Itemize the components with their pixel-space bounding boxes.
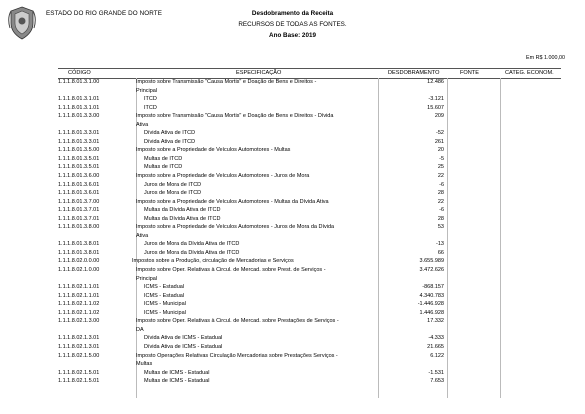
report-subtitle: RECURSOS DE TODAS AS FONTES. [238,21,347,28]
row-specification: Multas [136,361,153,368]
table-row [58,377,561,386]
row-code: 1.1.1.8.01.3.5.01 [58,155,100,162]
row-value: 22 [437,173,444,180]
table-row [58,129,561,138]
row-code: 1.1.1.8.01.3.3.01 [58,130,100,137]
row-value: -6 [439,207,444,214]
row-code: 1.1.1.8.01.3.1.00 [58,79,100,85]
table-row [58,163,561,172]
table-row [58,138,561,147]
row-code: 1.1.1.8.02.1.1.01 [58,292,100,299]
row-specification: ICMS - Estadual [144,292,185,299]
table-row [58,334,561,343]
row-value: -5 [439,155,444,162]
table-row [58,78,561,87]
row-code: 1.1.1.8.02.1.3.00 [58,318,100,325]
row-code: 1.1.1.8.01.3.8.01 [58,249,100,256]
row-value: 261 [434,138,444,145]
table-row [58,275,561,284]
col-fonte-header: FONTE [460,70,479,76]
table-row [58,121,561,130]
row-specification: Juros de Mora de ITCD [144,190,202,197]
row-specification: ICMS - Estadual [144,284,185,291]
table-row [58,232,561,241]
col-desd-header: DESDOBRAMENTO [388,70,440,76]
row-specification: Principal [136,87,158,94]
table-row [58,369,561,378]
table-row [58,352,561,361]
row-code: 1.1.1.8.01.3.6.01 [58,190,100,197]
row-specification: Ativa [136,232,149,239]
row-specification: Dívida Ativa de ICMS - Estadual [144,335,223,342]
row-specification: ICMS - Municipal [144,301,186,308]
unit-label: Em R$ 1.000,00 [526,55,565,61]
table-row [58,249,561,258]
table-row [58,181,561,190]
row-value: 7.653 [430,378,444,385]
row-specification: Juros de Mora da Dívida Ativa de ITCD [144,241,240,248]
table-row [58,155,561,164]
table-row [58,95,561,104]
row-value: 15.607 [427,104,444,111]
row-specification: Dívida Ativa de ITCD [144,130,196,137]
row-value: -1.446.928 [417,301,444,308]
row-specification: Imposto sobre Transmissão "Causa Mortis" e Doação de Bens e Direitos - [136,79,317,85]
row-specification: DA [136,326,144,333]
table-row [58,172,561,181]
col-code-header: CÓDIGO [68,70,91,76]
table-row [58,360,561,369]
row-value: 17.332 [427,318,444,325]
table-row [58,309,561,318]
row-code: 1.1.1.8.01.3.3.00 [58,113,100,120]
table-row [58,292,561,301]
row-value: 6.122 [430,352,444,359]
row-value: 209 [434,113,444,120]
table-row [58,343,561,352]
row-specification: Imposto sobre a Propriedade de Veículos Automotores - Juros de Mora da Dívida [136,224,335,231]
table-row [58,266,561,275]
row-specification: Impostos sobre a Produção, circulação de Mercadorias e Serviços [132,258,294,265]
row-value: 25 [437,164,444,171]
row-specification: Multas de ITCD [144,155,183,162]
table-row [58,223,561,232]
row-code: 1.1.1.8.01.3.1.01 [58,96,100,103]
table-row [58,215,561,224]
row-value: 3.472.626 [419,267,444,274]
row-value: 3.655.989 [419,258,444,265]
row-code: 1.1.1.8.01.3.7.01 [58,207,100,214]
row-specification: Imposto sobre a Propriedade de Veículos Automotores - Multas da Dívida Ativa [136,198,329,205]
table-row [58,326,561,335]
row-value: -52 [436,130,444,137]
row-value: 53 [437,224,444,231]
table-row [58,87,561,96]
table-row [58,317,561,326]
row-specification: Dívida Ativa de ICMS - Estadual [144,343,223,350]
table-row [58,300,561,309]
row-specification: Juros de Mora de ITCD [144,181,202,188]
row-code: 1.1.1.8.01.3.1.01 [58,104,100,111]
revenue-table [58,78,561,386]
row-code: 1.1.1.8.02.1.0.00 [58,267,100,274]
row-code: 1.1.1.8.02.1.5.01 [58,369,100,376]
row-code: 1.1.1.8.02.1.5.01 [58,378,100,385]
row-code: 1.1.1.8.02.1.1.02 [58,309,100,316]
row-specification: ITCD [144,96,157,103]
row-specification: ICMS - Municipal [144,309,186,316]
row-code: 1.1.1.8.02.0.0.00 [58,258,100,265]
row-value: 20 [437,147,444,154]
row-specification: Imposto Operações Relativas Circulação Mercadorias sobre Prestações Serviços - [136,352,338,359]
table-row [58,257,561,266]
row-value: 22 [437,198,444,205]
row-specification: Multas de ICMS - Estadual [144,369,210,376]
row-code: 1.1.1.8.02.1.1.01 [58,284,100,291]
row-specification: Multas da Dívida Ativa de ITCD [144,207,221,214]
row-code: 1.1.1.8.02.1.1.02 [58,301,100,308]
row-code: 1.1.1.8.01.3.5.00 [58,147,100,154]
row-value: -6 [439,181,444,188]
row-specification: Multas de ITCD [144,164,183,171]
row-value: 1.446.928 [419,309,444,316]
row-code: 1.1.1.8.01.3.7.01 [58,215,100,222]
col-categ-header: CATEG. ECONOM. [505,70,554,76]
row-value: 21.665 [427,343,444,350]
row-specification: Imposto sobre Oper. Relativas à Circul. de Mercad. sobre Prest. de Serviços - [136,267,326,274]
table-row [58,198,561,207]
row-value: 4.340.783 [419,292,444,299]
row-code: 1.1.1.8.01.3.5.01 [58,164,100,171]
row-value: -868.157 [422,284,444,291]
row-value: -1.531 [428,369,444,376]
row-specification: Multas de ICMS - Estadual [144,378,210,385]
row-code: 1.1.1.8.02.1.3.01 [58,335,100,342]
report-title: Desdobramento da Receita [251,10,334,17]
row-specification: Principal [136,275,158,282]
row-code: 1.1.1.8.02.1.5.00 [58,352,100,359]
row-value: -4.333 [428,335,444,342]
table-row [58,112,561,121]
base-year: Ano Base: 2019 [269,32,316,39]
row-specification: Dívida Ativa de ITCD [144,138,196,145]
row-code: 1.1.1.8.02.1.3.01 [58,343,100,350]
row-specification: Juros de Mora da Dívida Ativa de ITCD [144,249,240,256]
row-code: 1.1.1.8.01.3.6.01 [58,181,100,188]
table-row [58,240,561,249]
row-code: 1.1.1.8.01.3.7.00 [58,198,100,205]
row-specification: Imposto sobre Oper. Relativas à Circul. de Mercad. sobre Prestações de Serviços - [136,318,339,325]
row-value: 66 [437,249,444,256]
row-code: 1.1.1.8.01.3.6.00 [58,173,100,180]
row-value: 28 [437,190,444,197]
row-specification: Multas da Dívida Ativa de ITCD [144,215,221,222]
row-value: 12.486 [427,79,444,85]
table-row [58,189,561,198]
row-specification: Imposto sobre Transmissão "Causa Mortis" e Doação de Bens e Direitos - Dívida [136,113,334,120]
col-spec-header: ESPECIFICAÇÃO [236,70,282,76]
row-value: -13 [436,241,444,248]
row-specification: Imposto sobre a Propriedade de Veículos Automotores - Multas [136,147,291,154]
row-code: 1.1.1.8.01.3.8.00 [58,224,100,231]
row-specification: Ativa [136,121,149,128]
table-row [58,206,561,215]
row-specification: ITCD [144,104,157,111]
row-code: 1.1.1.8.01.3.3.01 [58,138,100,145]
row-specification: Imposto sobre a Propriedade de Veículos Automotores - Juros de Mora [136,173,310,180]
report-header [0,0,585,60]
table-row [58,104,561,113]
table-row [58,146,561,155]
table-row [58,283,561,292]
row-value: -3.121 [428,96,444,103]
row-code: 1.1.1.8.01.3.8.01 [58,241,100,248]
row-value: 28 [437,215,444,222]
state-name: ESTADO DO RIO GRANDE DO NORTE [46,10,163,17]
